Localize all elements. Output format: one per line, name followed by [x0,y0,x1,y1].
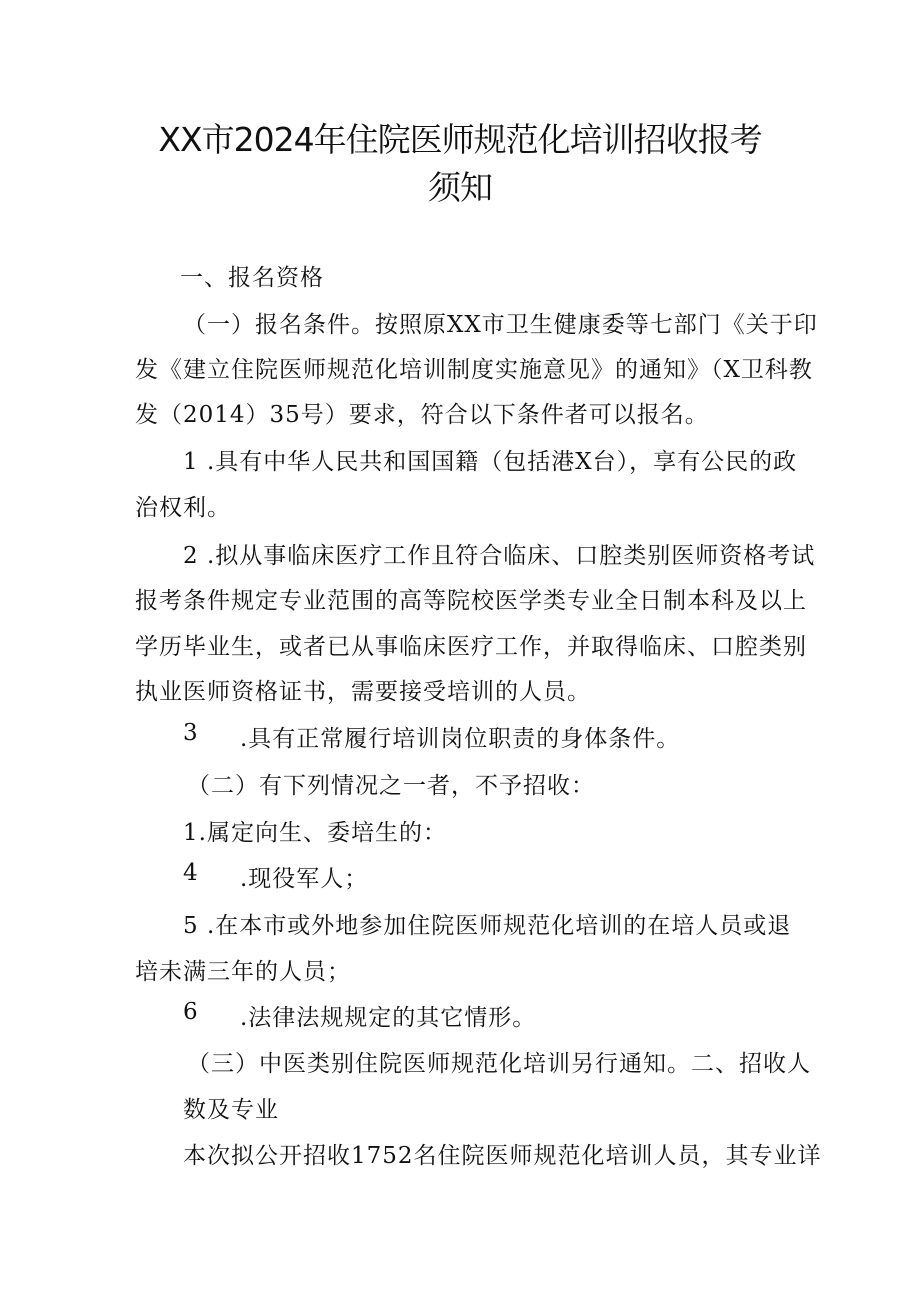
paragraph-tcm-line-2: 数及专业 [183,1097,279,1123]
paragraph-conditions-line-2: 发《建立住院医师规范化培训制度实施意见》的通知》（X卫科教 [135,357,813,383]
list-item-2-line-4: 执业医师资格证书，需要接受培训的人员。 [135,679,591,705]
exclusion-item-5-line-2: 培未满三年的人员； [135,959,351,985]
exclusion-item-4-text: .现役军人； [240,866,369,892]
list-item-3-number: 3 [183,720,198,746]
list-item-3-text: .具有正常履行培训岗位职责的身体条件。 [240,726,681,752]
list-item-2-line-3: 学历毕业生，或者已从事临床医疗工作，并取得临床、口腔类别 [135,634,807,660]
exclusion-item-5-line-1: 5 .在本市或外地参加住院医师规范化培训的在培人员或退 [183,913,792,939]
exclusion-item-6-number: 6 [183,999,198,1025]
exclusion-item-4-number: 4 [183,860,198,886]
paragraph-conditions-line-3: 发（2014）35号）要求，符合以下条件者可以报名。 [135,402,709,428]
paragraph-exclusions-heading: （二）有下列情况之一者，不予招收： [187,773,595,799]
list-item-1-line-2: 治权利。 [135,495,231,521]
list-item-2-line-1: 2 .拟从事临床医疗工作且符合临床、口腔类别医师资格考试 [183,543,816,569]
section-heading-eligibility: 一、报名资格 [180,265,324,291]
exclusion-item-6-text: .法律法规规定的其它情形。 [240,1005,537,1031]
paragraph-conditions-line-1: （一）报名条件。按照原XX市卫生健康委等七部门《关于印 [183,312,818,338]
paragraph-tcm-line-1: （三）中医类别住院医师规范化培训另行通知。二、招收人 [187,1051,811,1077]
paragraph-enrollment: 本次拟公开招收1752名住院医师规范化培训人员，其专业详 [183,1143,822,1169]
list-item-1-line-1: 1 .具有中华人民共和国国籍（包括港X台），享有公民的政 [183,449,798,475]
list-item-2-line-2: 报考条件规定专业范围的高等院校医学类专业全日制本科及以上 [135,588,807,614]
document-title-line-2: 须知 [428,168,492,207]
document-title-line-1: XX市2024年住院医师规范化培训招收报考 [158,120,762,159]
exclusion-item-1: 1.属定向生、委培生的： [183,820,447,846]
